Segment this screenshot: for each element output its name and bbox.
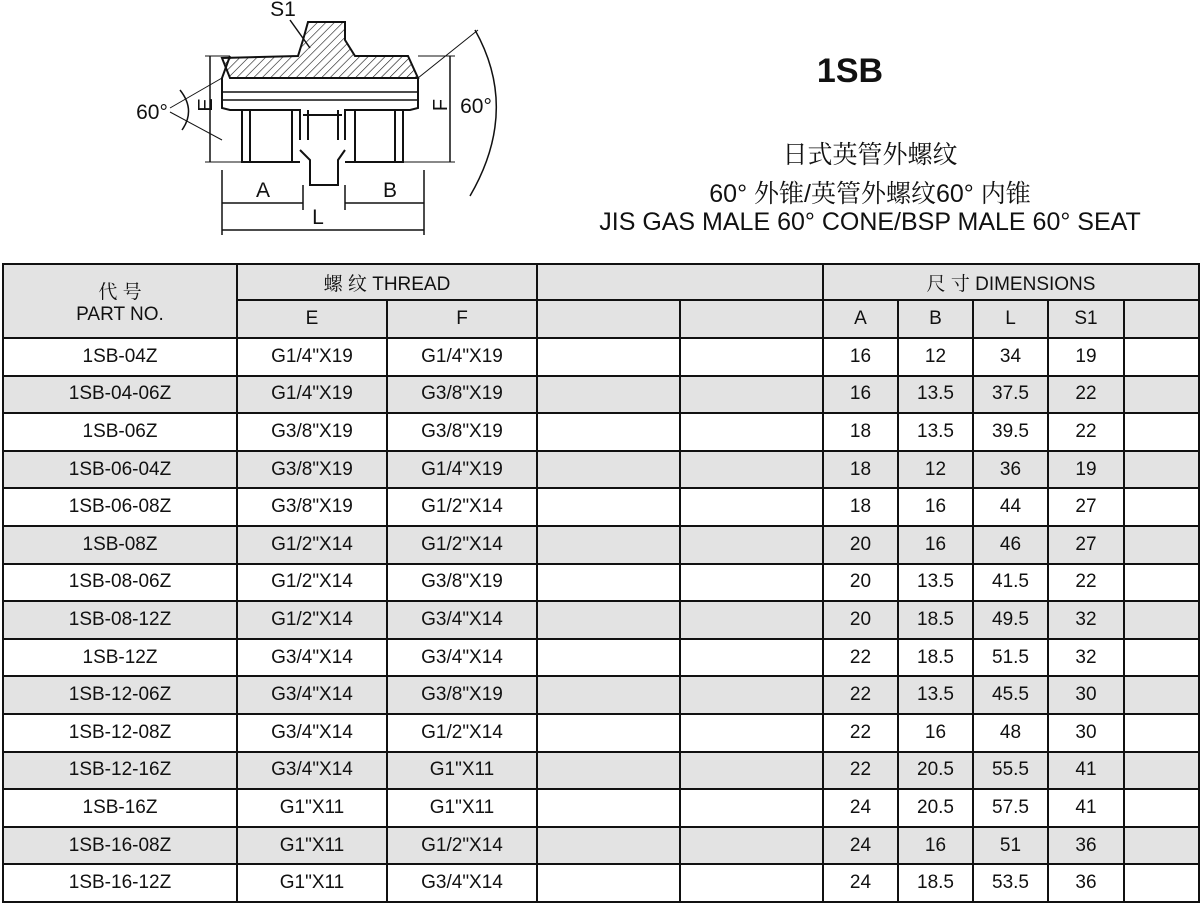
cell-dim-a: 22 [823,714,898,752]
cell-thread-f: G1/4"X19 [387,451,537,489]
cell-blank-1 [537,827,680,865]
cell-blank-2 [680,827,823,865]
cell-part-no: 1SB-12-16Z [3,752,237,790]
cell-dim-b: 12 [898,451,973,489]
cell-thread-e: G1"X11 [237,789,387,827]
cell-blank-3 [1124,676,1199,714]
cell-dim-b: 16 [898,526,973,564]
label-l: L [312,206,324,229]
cell-thread-f: G3/8"X19 [387,676,537,714]
cell-thread-f: G3/4"X14 [387,601,537,639]
cell-blank-2 [680,752,823,790]
cell-thread-f: G3/8"X19 [387,376,537,414]
table-row [3,376,1199,414]
cell-blank-2 [680,601,823,639]
cell-dim-s1: 32 [1048,639,1124,677]
spec-table [2,263,1200,903]
label-angle-left: 60° [136,101,168,124]
cell-dim-l: 48 [973,714,1048,752]
cell-dim-s1: 22 [1048,376,1124,414]
table-row [3,752,1199,790]
cell-thread-e: G1/2"X14 [237,526,387,564]
table-row [3,526,1199,564]
cell-thread-e: G3/8"X19 [237,488,387,526]
cell-thread-f: G3/4"X14 [387,864,537,902]
cell-dim-l: 37.5 [973,376,1048,414]
cell-blank-1 [537,789,680,827]
cell-dim-l: 46 [973,526,1048,564]
cell-thread-e: G1/2"X14 [237,601,387,639]
cell-dim-b: 13.5 [898,564,973,602]
cell-blank-1 [537,338,680,376]
cell-thread-f: G1/2"X14 [387,488,537,526]
table-row [3,676,1199,714]
table-row [3,864,1199,902]
cell-blank-3 [1124,714,1199,752]
subtitle-en: JIS GAS MALE 60° CONE/BSP MALE 60° SEAT [599,208,1141,236]
cell-blank-3 [1124,827,1199,865]
header-s1: S1 [1048,300,1124,338]
cell-thread-e: G1/4"X19 [237,376,387,414]
cell-blank-3 [1124,639,1199,677]
header-f: F [387,300,537,338]
cell-blank-3 [1124,789,1199,827]
label-f: F [430,98,452,112]
table-row [3,451,1199,489]
table-header [3,264,1199,338]
cell-dim-a: 20 [823,601,898,639]
label-s1: S1 [270,0,296,21]
table-row [3,338,1199,376]
cell-blank-3 [1124,864,1199,902]
cell-blank-2 [680,639,823,677]
cell-dim-a: 22 [823,752,898,790]
cell-dim-a: 20 [823,564,898,602]
label-angle-right: 60° [460,95,492,118]
cell-dim-b: 16 [898,714,973,752]
header-blank-3 [1124,300,1199,338]
cell-thread-f: G1/2"X14 [387,827,537,865]
cell-blank-2 [680,789,823,827]
cell-thread-e: G1/4"X19 [237,338,387,376]
cell-blank-1 [537,413,680,451]
cell-dim-a: 22 [823,676,898,714]
cell-blank-3 [1124,526,1199,564]
table-body [3,338,1199,902]
cell-part-no: 1SB-08-12Z [3,601,237,639]
header-part-no-en: PART NO. [76,303,164,325]
cell-thread-e: G3/8"X19 [237,413,387,451]
cell-part-no: 1SB-04Z [3,338,237,376]
cell-part-no: 1SB-12Z [3,639,237,677]
cell-blank-1 [537,714,680,752]
cell-dim-s1: 19 [1048,338,1124,376]
cell-dim-b: 20.5 [898,789,973,827]
cell-dim-a: 24 [823,827,898,865]
cell-blank-1 [537,564,680,602]
table-row [3,601,1199,639]
cell-dim-s1: 27 [1048,526,1124,564]
cell-dim-l: 39.5 [973,413,1048,451]
header-blank-1 [537,300,680,338]
cell-dim-s1: 27 [1048,488,1124,526]
cell-dim-l: 55.5 [973,752,1048,790]
cell-blank-1 [537,864,680,902]
cell-dim-a: 18 [823,413,898,451]
cell-thread-f: G1"X11 [387,752,537,790]
cell-dim-s1: 41 [1048,789,1124,827]
cell-dim-s1: 19 [1048,451,1124,489]
cell-blank-3 [1124,601,1199,639]
cell-blank-2 [680,714,823,752]
cell-part-no: 1SB-12-06Z [3,676,237,714]
cell-dim-b: 18.5 [898,639,973,677]
cell-thread-e: G1/2"X14 [237,564,387,602]
cell-blank-3 [1124,338,1199,376]
cell-blank-1 [537,526,680,564]
table-row [3,789,1199,827]
table-row [3,413,1199,451]
cell-blank-1 [537,376,680,414]
cell-blank-1 [537,752,680,790]
header-thread: 螺 纹 THREAD [237,264,537,300]
cell-dim-b: 13.5 [898,413,973,451]
cell-dim-l: 34 [973,338,1048,376]
cell-dim-l: 41.5 [973,564,1048,602]
cell-part-no: 1SB-16-12Z [3,864,237,902]
cell-dim-l: 51 [973,827,1048,865]
cell-blank-2 [680,376,823,414]
cell-dim-b: 18.5 [898,864,973,902]
cell-blank-2 [680,564,823,602]
header-b: B [898,300,973,338]
cell-blank-3 [1124,376,1199,414]
cell-blank-2 [680,451,823,489]
header-a: A [823,300,898,338]
cell-blank-1 [537,601,680,639]
table-row [3,639,1199,677]
header-dimensions: 尺 寸 DIMENSIONS [823,264,1199,300]
cell-part-no: 1SB-04-06Z [3,376,237,414]
header-l: L [973,300,1048,338]
cell-part-no: 1SB-06Z [3,413,237,451]
cell-dim-b: 13.5 [898,376,973,414]
cell-blank-2 [680,526,823,564]
header-blank [537,264,823,300]
cell-dim-l: 57.5 [973,789,1048,827]
cell-dim-l: 44 [973,488,1048,526]
cell-thread-e: G3/4"X14 [237,714,387,752]
cell-blank-3 [1124,451,1199,489]
cell-dim-b: 18.5 [898,601,973,639]
cell-part-no: 1SB-08Z [3,526,237,564]
cell-blank-1 [537,639,680,677]
table-row [3,564,1199,602]
cell-blank-1 [537,676,680,714]
cell-dim-a: 18 [823,451,898,489]
cell-dim-l: 45.5 [973,676,1048,714]
cell-part-no: 1SB-16-08Z [3,827,237,865]
cell-blank-3 [1124,752,1199,790]
cell-dim-b: 13.5 [898,676,973,714]
header-part-no-cn: 代 号 [98,281,142,303]
cell-dim-s1: 32 [1048,601,1124,639]
cell-thread-f: G1"X11 [387,789,537,827]
label-e: E [195,98,217,112]
cell-thread-f: G1/2"X14 [387,526,537,564]
header-blank-2 [680,300,823,338]
cell-dim-a: 24 [823,864,898,902]
label-b: B [382,179,398,202]
cell-blank-2 [680,864,823,902]
cell-dim-l: 36 [973,451,1048,489]
cell-thread-f: G1/4"X19 [387,338,537,376]
cell-dim-s1: 22 [1048,564,1124,602]
cell-blank-3 [1124,564,1199,602]
cell-dim-s1: 41 [1048,752,1124,790]
cell-blank-1 [537,451,680,489]
cell-thread-e: G3/4"X14 [237,752,387,790]
cell-thread-e: G3/4"X14 [237,676,387,714]
cell-dim-b: 16 [898,488,973,526]
cell-thread-e: G1"X11 [237,864,387,902]
cell-blank-2 [680,488,823,526]
fitting-drawing [0,0,540,250]
cell-blank-2 [680,413,823,451]
cell-dim-s1: 36 [1048,827,1124,865]
cell-thread-e: G1"X11 [237,827,387,865]
cell-thread-f: G1/2"X14 [387,714,537,752]
label-a: A [255,179,271,202]
cell-thread-e: G3/8"X19 [237,451,387,489]
cell-part-no: 1SB-06-08Z [3,488,237,526]
page-title: 1SB [816,52,884,90]
cell-dim-a: 18 [823,488,898,526]
cell-dim-l: 53.5 [973,864,1048,902]
cell-dim-s1: 22 [1048,413,1124,451]
header-part-no [3,264,237,338]
cell-blank-3 [1124,413,1199,451]
cell-dim-l: 49.5 [973,601,1048,639]
cell-blank-1 [537,488,680,526]
cell-blank-2 [680,338,823,376]
cell-part-no: 1SB-06-04Z [3,451,237,489]
cell-dim-b: 16 [898,827,973,865]
cell-blank-2 [680,676,823,714]
cell-part-no: 1SB-08-06Z [3,564,237,602]
cell-dim-l: 51.5 [973,639,1048,677]
cell-dim-a: 16 [823,376,898,414]
header-e: E [237,300,387,338]
table-row [3,714,1199,752]
cell-dim-b: 20.5 [898,752,973,790]
cell-dim-s1: 36 [1048,864,1124,902]
fitting-outline [170,20,496,235]
cell-dim-a: 22 [823,639,898,677]
cell-dim-s1: 30 [1048,714,1124,752]
cell-blank-3 [1124,488,1199,526]
cell-thread-f: G3/4"X14 [387,639,537,677]
table-row [3,827,1199,865]
cell-part-no: 1SB-12-08Z [3,714,237,752]
table-row [3,488,1199,526]
cell-dim-b: 12 [898,338,973,376]
cell-dim-a: 16 [823,338,898,376]
cell-dim-a: 24 [823,789,898,827]
cell-thread-f: G3/8"X19 [387,564,537,602]
cell-dim-a: 20 [823,526,898,564]
cell-thread-f: G3/8"X19 [387,413,537,451]
cell-thread-e: G3/4"X14 [237,639,387,677]
cell-dim-s1: 30 [1048,676,1124,714]
subtitle-cn-2: 60° 外锥/英管外螺纹60° 内锥 [709,180,1031,208]
subtitle-cn-1: 日式英管外螺纹 [782,141,958,169]
cell-part-no: 1SB-16Z [3,789,237,827]
